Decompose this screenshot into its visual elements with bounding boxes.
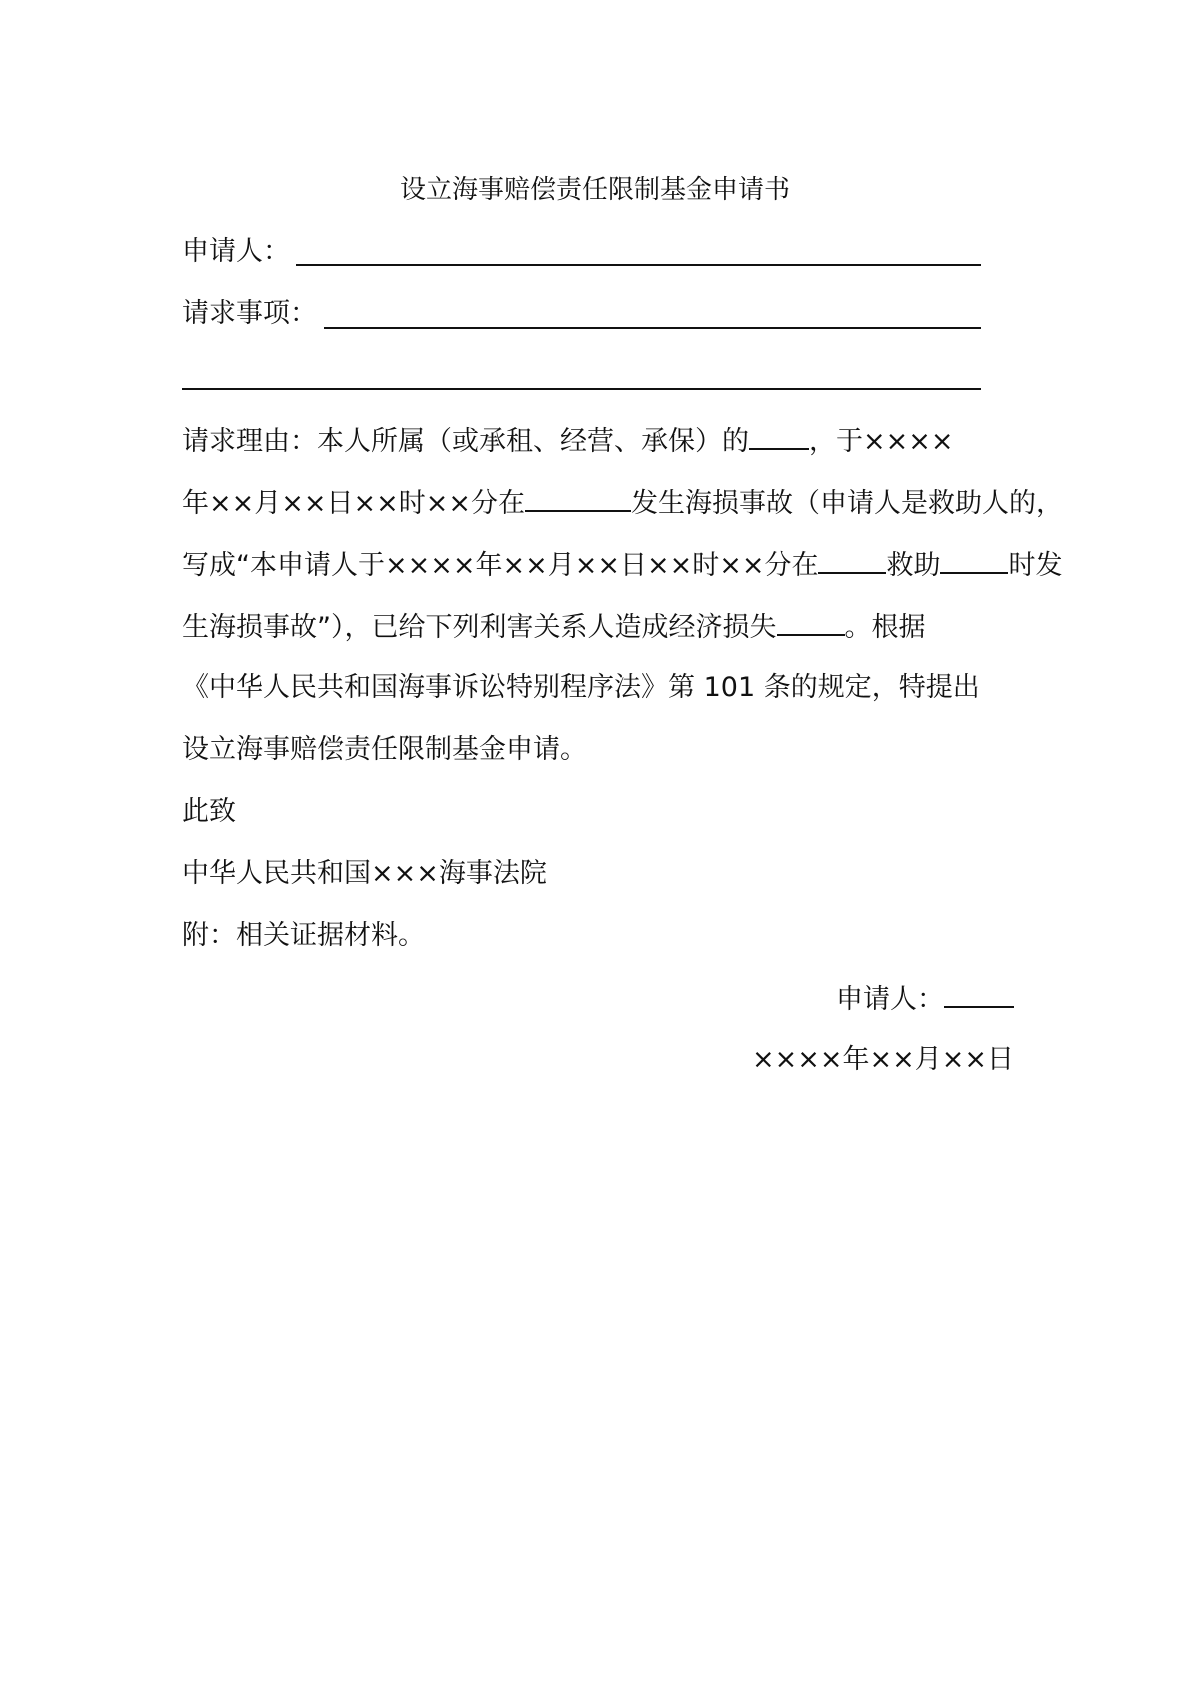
signature-date: ××××年××月××日 [752,1044,1014,1075]
reason-line-5: 《中华人民共和国海事诉讼特别程序法》第 101 条的规定，特提出 [182,672,980,703]
applicant-label: 申请人： [182,236,290,267]
reason-text: ，于×××× [809,426,954,457]
reason-text: 生海损事故”），已给下列利害关系人造成经济损失 [182,612,777,643]
signature-label: 申请人： [836,984,944,1015]
reason-text: 时发 [1008,550,1063,581]
loss-blank[interactable] [777,608,845,636]
reason-line-4 [182,608,926,646]
reason-text: 。根据 [844,612,926,643]
applicant-line [182,234,290,270]
reason-text: 请求理由：本人所属（或承租、经营、承保）的 [182,426,749,457]
salvage-location-blank[interactable] [818,546,886,574]
applicant-blank[interactable] [296,264,981,266]
claim-line [182,296,317,332]
claim-blank[interactable] [324,327,981,329]
reason-text: 救助 [886,550,941,581]
salutation: 此致 [182,796,236,827]
reason-line-1 [182,422,954,460]
reason-text: 发生海损事故（申请人是救助人的， [630,488,1063,519]
signature-line [836,980,1014,1018]
location-blank[interactable] [525,484,631,512]
claim-blank-continued[interactable] [182,388,981,390]
reason-line-3 [182,546,1062,584]
reason-line-2 [182,484,1063,522]
document-title: 设立海事赔偿责任限制基金申请书 [399,175,790,205]
court-name: 中华人民共和国×××海事法院 [182,858,547,889]
attachment-note: 附：相关证据材料。 [182,920,425,951]
salvaged-vessel-blank[interactable] [940,546,1008,574]
reason-text: 写成“本申请人于××××年××月××日××时××分在 [182,550,819,581]
vessel-blank[interactable] [749,422,809,450]
claim-label: 请求事项： [182,298,317,329]
reason-text: 年××月××日××时××分在 [182,488,525,519]
reason-line-6: 设立海事赔偿责任限制基金申请。 [182,734,587,765]
signature-blank[interactable] [944,980,1014,1008]
